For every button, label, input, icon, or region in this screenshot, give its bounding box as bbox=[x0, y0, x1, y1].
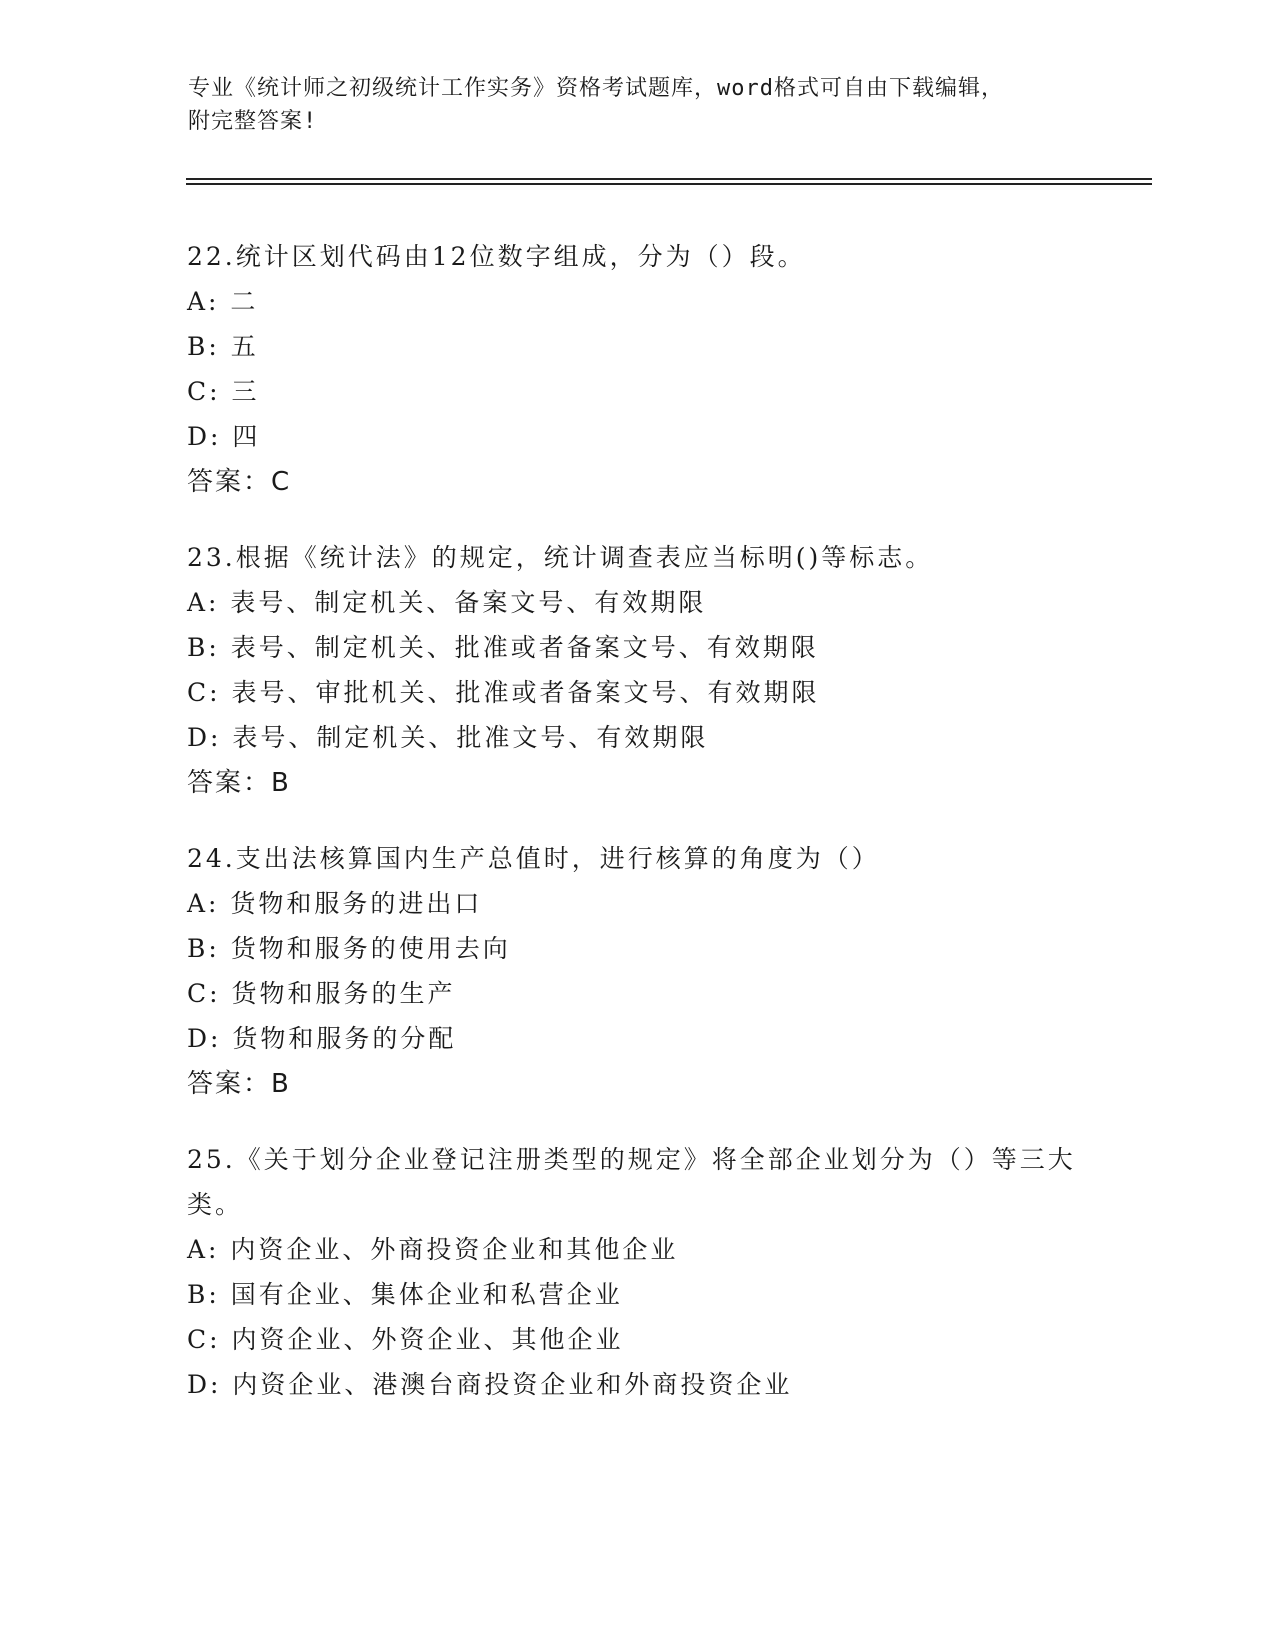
option-b: B: 国有企业、集体企业和私营企业 bbox=[187, 1280, 623, 1309]
option-d: D: 表号、制定机关、批准文号、有效期限 bbox=[187, 723, 709, 752]
question-23 bbox=[187, 535, 1087, 806]
option-b: B: 表号、制定机关、批准或者备案文号、有效期限 bbox=[187, 633, 819, 662]
option-b: B: 货物和服务的使用去向 bbox=[187, 934, 511, 963]
question-text: 23.根据《统计法》的规定，统计调查表应当标明()等标志。 bbox=[187, 543, 934, 572]
header-line-2: 附完整答案! bbox=[188, 109, 318, 134]
option-b: B: 五 bbox=[187, 332, 259, 361]
option-a: A: 货物和服务的进出口 bbox=[187, 889, 483, 918]
question-22 bbox=[187, 234, 1087, 505]
answer-text: 答案：B bbox=[187, 1069, 291, 1099]
header-divider-bottom bbox=[186, 183, 1152, 185]
option-c: C: 内资企业、外资企业、其他企业 bbox=[187, 1325, 624, 1354]
option-c: C: 货物和服务的生产 bbox=[187, 979, 456, 1008]
question-list bbox=[187, 234, 1087, 1437]
option-a: A: 内资企业、外商投资企业和其他企业 bbox=[187, 1235, 679, 1264]
option-a: A: 二 bbox=[187, 287, 259, 316]
option-a: A: 表号、制定机关、备案文号、有效期限 bbox=[187, 588, 707, 617]
document-header bbox=[188, 72, 1068, 138]
option-d: D: 内资企业、港澳台商投资企业和外商投资企业 bbox=[187, 1370, 793, 1399]
answer-text: 答案：C bbox=[187, 467, 292, 497]
question-24 bbox=[187, 836, 1087, 1107]
option-d: D: 货物和服务的分配 bbox=[187, 1024, 457, 1053]
option-c: C: 三 bbox=[187, 377, 260, 406]
question-text: 22.统计区划代码由12位数字组成，分为（）段。 bbox=[187, 242, 806, 271]
option-c: C: 表号、审批机关、批准或者备案文号、有效期限 bbox=[187, 678, 820, 707]
question-text: 25.《关于划分企业登记注册类型的规定》将全部企业划分为（）等三大类。 bbox=[187, 1145, 1076, 1219]
header-divider-top bbox=[186, 178, 1152, 180]
answer-text: 答案：B bbox=[187, 768, 291, 798]
question-25 bbox=[187, 1137, 1087, 1407]
option-d: D: 四 bbox=[187, 422, 261, 451]
question-text: 24.支出法核算国内生产总值时，进行核算的角度为（） bbox=[187, 844, 880, 873]
header-line-1: 专业《统计师之初级统计工作实务》资格考试题库，word格式可自由下载编辑， bbox=[188, 76, 1004, 101]
